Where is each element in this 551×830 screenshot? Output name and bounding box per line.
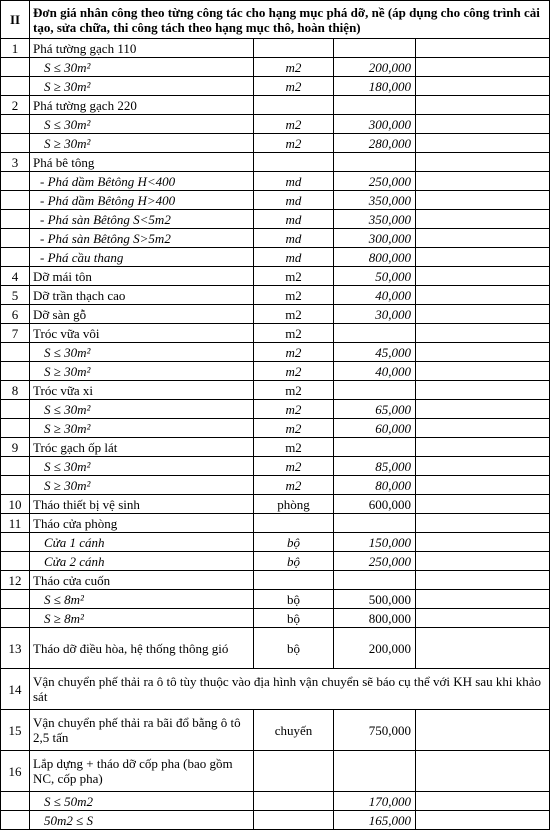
section-header-row [1, 1, 550, 39]
row-price: 150,000 [334, 533, 416, 552]
row-unit: md [254, 248, 334, 267]
row-note [416, 324, 550, 343]
row-note [416, 191, 550, 210]
row-number [1, 476, 30, 495]
row-note [416, 811, 550, 830]
row-unit: m2 [254, 267, 334, 286]
row-description: - Phá cầu thang [30, 248, 254, 267]
row-note [416, 381, 550, 400]
row-price [334, 39, 416, 58]
row-number [1, 552, 30, 571]
table-row [1, 381, 550, 400]
row-number [1, 811, 30, 830]
row-price: 500,000 [334, 590, 416, 609]
row-unit: m2 [254, 419, 334, 438]
row-unit: md [254, 191, 334, 210]
section-title: Đơn giá nhân công theo từng công tác cho hạng mục phá dỡ, nề (áp dụng cho công trình cải tạo, sửa chữa, thi công tách theo hạng mục thô, hoàn thiện) [30, 1, 550, 39]
row-number [1, 590, 30, 609]
table-row [1, 343, 550, 362]
row-unit: bộ [254, 609, 334, 628]
row-price: 600,000 [334, 495, 416, 514]
row-note [416, 286, 550, 305]
row-note [416, 58, 550, 77]
row-price: 300,000 [334, 229, 416, 248]
row-description: Cửa 2 cánh [30, 552, 254, 571]
table-row [1, 609, 550, 628]
row-price: 65,000 [334, 400, 416, 419]
table-row [1, 811, 550, 830]
row-number: 14 [1, 669, 30, 710]
row-number [1, 419, 30, 438]
row-description: Dỡ mái tôn [30, 267, 254, 286]
table-row [1, 571, 550, 590]
row-note [416, 267, 550, 286]
table-row [1, 134, 550, 153]
row-unit [254, 514, 334, 533]
row-description: Tháo thiết bị vệ sinh [30, 495, 254, 514]
row-price: 60,000 [334, 419, 416, 438]
row-unit: phòng [254, 495, 334, 514]
row-price: 165,000 [334, 811, 416, 830]
row-number [1, 229, 30, 248]
row-unit [254, 811, 334, 830]
row-number: 12 [1, 571, 30, 590]
row-unit: md [254, 229, 334, 248]
row-note [416, 609, 550, 628]
row-description: Tháo cửa phòng [30, 514, 254, 533]
row-note [416, 39, 550, 58]
table-row [1, 115, 550, 134]
row-description: Tróc vữa vôi [30, 324, 254, 343]
table-row [1, 590, 550, 609]
row-price [334, 96, 416, 115]
row-description: S ≤ 30m² [30, 343, 254, 362]
row-description: S ≤ 30m² [30, 400, 254, 419]
row-note [416, 571, 550, 590]
row-description: S ≥ 30m² [30, 476, 254, 495]
row-description: - Phá sàn Bêtông S>5m2 [30, 229, 254, 248]
table-row [1, 710, 550, 751]
row-number [1, 77, 30, 96]
row-price: 280,000 [334, 134, 416, 153]
row-description: 50m2 ≤ S [30, 811, 254, 830]
row-description: Tháo cửa cuốn [30, 571, 254, 590]
row-description: Phá tường gạch 110 [30, 39, 254, 58]
row-price: 750,000 [334, 710, 416, 751]
row-note [416, 153, 550, 172]
row-description: S ≥ 30m² [30, 362, 254, 381]
row-note [416, 710, 550, 751]
table-row [1, 172, 550, 191]
row-unit [254, 571, 334, 590]
table-row [1, 77, 550, 96]
row-note [416, 77, 550, 96]
row-note [416, 628, 550, 669]
row-note [416, 533, 550, 552]
row-note [416, 590, 550, 609]
row-unit [254, 153, 334, 172]
row-note [416, 115, 550, 134]
row-note [416, 134, 550, 153]
table-row [1, 514, 550, 533]
row-number [1, 362, 30, 381]
row-description: Tróc vữa xi [30, 381, 254, 400]
row-number [1, 58, 30, 77]
row-note [416, 362, 550, 381]
row-price [334, 381, 416, 400]
row-number: 2 [1, 96, 30, 115]
row-number: 1 [1, 39, 30, 58]
row-note [416, 751, 550, 792]
row-number: 8 [1, 381, 30, 400]
row-number: 7 [1, 324, 30, 343]
row-price [334, 514, 416, 533]
row-number [1, 134, 30, 153]
row-description: Dỡ trần thạch cao [30, 286, 254, 305]
table-row [1, 362, 550, 381]
row-note [416, 400, 550, 419]
row-description: S ≤ 8m² [30, 590, 254, 609]
row-note [416, 476, 550, 495]
row-number: 4 [1, 267, 30, 286]
row-unit: m2 [254, 343, 334, 362]
row-note [416, 438, 550, 457]
row-note [416, 419, 550, 438]
row-price: 350,000 [334, 210, 416, 229]
table-row [1, 438, 550, 457]
row-note [416, 552, 550, 571]
row-number [1, 210, 30, 229]
row-number [1, 115, 30, 134]
row-number [1, 609, 30, 628]
row-note [416, 229, 550, 248]
row-price: 180,000 [334, 77, 416, 96]
table-row [1, 153, 550, 172]
row-unit: m2 [254, 400, 334, 419]
table-row [1, 400, 550, 419]
row-price: 85,000 [334, 457, 416, 476]
row-number [1, 191, 30, 210]
row-description: S ≥ 30m² [30, 419, 254, 438]
row-note [416, 343, 550, 362]
row-unit: m2 [254, 381, 334, 400]
table-row [1, 267, 550, 286]
row-note [416, 96, 550, 115]
row-number: 15 [1, 710, 30, 751]
row-number [1, 172, 30, 191]
row-unit: m2 [254, 438, 334, 457]
table-row [1, 229, 550, 248]
row-price: 30,000 [334, 305, 416, 324]
row-number: 3 [1, 153, 30, 172]
row-number: 10 [1, 495, 30, 514]
table-row [1, 96, 550, 115]
row-price [334, 324, 416, 343]
row-number: 6 [1, 305, 30, 324]
row-note [416, 248, 550, 267]
row-price: 350,000 [334, 191, 416, 210]
row-unit: chuyến [254, 710, 334, 751]
row-number: 9 [1, 438, 30, 457]
table-row [1, 457, 550, 476]
row-price [334, 751, 416, 792]
row-unit: m2 [254, 77, 334, 96]
row-price: 300,000 [334, 115, 416, 134]
table-row [1, 191, 550, 210]
row-description: Tróc gạch ốp lát [30, 438, 254, 457]
table-row [1, 39, 550, 58]
row-unit: m2 [254, 134, 334, 153]
row-unit: m2 [254, 324, 334, 343]
table-row [1, 495, 550, 514]
row-unit: bộ [254, 533, 334, 552]
row-number [1, 400, 30, 419]
row-unit [254, 751, 334, 792]
row-price: 50,000 [334, 267, 416, 286]
row-description: - Phá sàn Bêtông S<5m2 [30, 210, 254, 229]
row-unit: m2 [254, 305, 334, 324]
row-unit: md [254, 172, 334, 191]
row-note [416, 210, 550, 229]
row-description: S ≥ 30m² [30, 77, 254, 96]
table-row [1, 286, 550, 305]
row-description: S ≤ 30m² [30, 115, 254, 134]
row-description: S ≤ 30m² [30, 58, 254, 77]
row-unit: m2 [254, 58, 334, 77]
row-description: - Phá dầm Bêtông H>400 [30, 191, 254, 210]
row-price: 800,000 [334, 609, 416, 628]
section-number: II [1, 1, 30, 39]
row-unit: bộ [254, 590, 334, 609]
table-row [1, 669, 550, 710]
row-note [416, 305, 550, 324]
row-unit: m2 [254, 476, 334, 495]
row-unit [254, 39, 334, 58]
table-row [1, 628, 550, 669]
row-note [416, 514, 550, 533]
table-row [1, 476, 550, 495]
row-price: 250,000 [334, 552, 416, 571]
row-description: S ≥ 30m² [30, 134, 254, 153]
table-row [1, 58, 550, 77]
row-description: - Phá dầm Bêtông H<400 [30, 172, 254, 191]
row-number: 11 [1, 514, 30, 533]
table-row [1, 210, 550, 229]
row-price: 40,000 [334, 362, 416, 381]
row-unit: m2 [254, 286, 334, 305]
row-description: Vận chuyển phế thải ra ô tô tùy thuộc vào địa hình vận chuyển sẽ báo cụ thể với KH sau khi khảo sát [30, 669, 550, 710]
price-table-body [1, 1, 550, 830]
row-number: 13 [1, 628, 30, 669]
row-number: 16 [1, 751, 30, 792]
row-unit: bộ [254, 552, 334, 571]
row-description: S ≤ 30m² [30, 457, 254, 476]
row-description: Vận chuyển phế thải ra bãi đổ bằng ô tô 2,5 tấn [30, 710, 254, 751]
table-row [1, 419, 550, 438]
row-description: Dỡ sàn gỗ [30, 305, 254, 324]
row-description: S ≥ 8m² [30, 609, 254, 628]
row-unit: m2 [254, 457, 334, 476]
row-unit: m2 [254, 362, 334, 381]
row-price [334, 571, 416, 590]
row-description: Phá bê tông [30, 153, 254, 172]
row-unit: m2 [254, 115, 334, 134]
row-price: 800,000 [334, 248, 416, 267]
row-price: 200,000 [334, 628, 416, 669]
table-row [1, 533, 550, 552]
row-note [416, 457, 550, 476]
row-price: 250,000 [334, 172, 416, 191]
row-price: 40,000 [334, 286, 416, 305]
table-row [1, 751, 550, 792]
row-unit: md [254, 210, 334, 229]
row-number [1, 343, 30, 362]
row-note [416, 172, 550, 191]
row-description: Cửa 1 cánh [30, 533, 254, 552]
row-price: 80,000 [334, 476, 416, 495]
row-number [1, 248, 30, 267]
row-price [334, 438, 416, 457]
table-row [1, 552, 550, 571]
row-unit [254, 96, 334, 115]
row-number: 5 [1, 286, 30, 305]
row-description: Phá tường gạch 220 [30, 96, 254, 115]
row-description: Tháo dỡ điều hòa, hệ thống thông gió [30, 628, 254, 669]
row-price: 170,000 [334, 792, 416, 811]
table-row [1, 305, 550, 324]
table-row [1, 248, 550, 267]
row-unit: bộ [254, 628, 334, 669]
row-price [334, 153, 416, 172]
row-number [1, 457, 30, 476]
row-note [416, 495, 550, 514]
row-description: S ≤ 50m2 [30, 792, 254, 811]
row-price: 200,000 [334, 58, 416, 77]
table-row [1, 324, 550, 343]
row-number [1, 533, 30, 552]
row-price: 45,000 [334, 343, 416, 362]
row-description: Lắp dựng + tháo dỡ cốp pha (bao gồm NC, cốp pha) [30, 751, 254, 792]
